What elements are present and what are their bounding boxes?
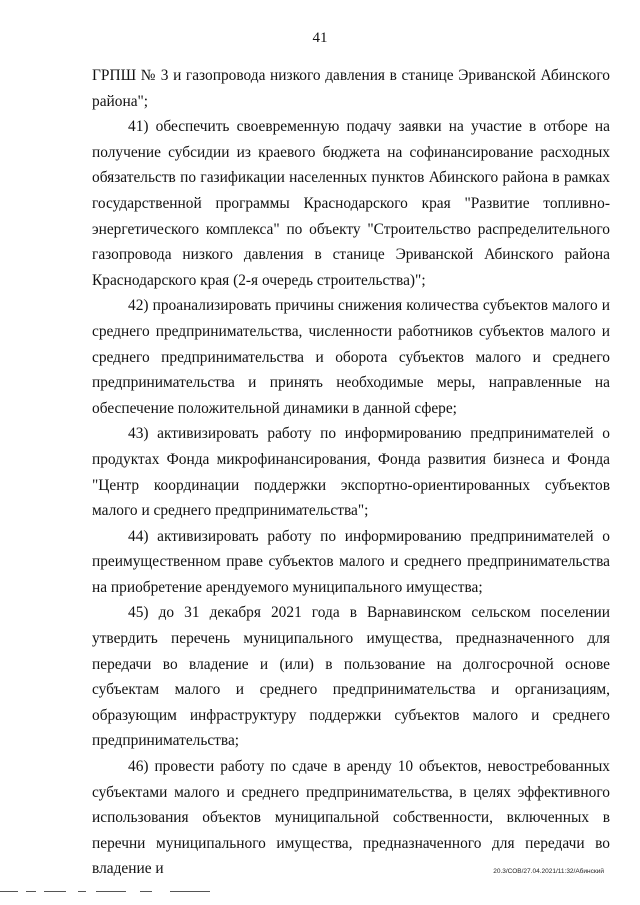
paragraph-item-42: 42) проанализировать причины снижения количества субъектов малого и среднего предпринимательства, численности работников субъектов малого и среднего предпринимательства и оборота субъектов малого и среднего предпринимательства и принять необходимые меры, направленные на обеспечение положительной динамики в данной сфере; [92, 297, 610, 417]
document-footer-code: 20.3/СОВ/27.04.2021/11:32/Абинский [493, 868, 604, 875]
paragraph-item-43: 43) активизировать работу по информированию предпринимателей о продуктах Фонда микрофинансирования, Фонда развития бизнеса и Фонда "Центр координации поддержки экспортно-ориентированных субъектов малого и среднего предпринимательства"; [92, 425, 610, 520]
page-number: 41 [312, 30, 328, 46]
paragraph-item-46: 46) провести работу по сдаче в аренду 10 объектов, невостребованных субъектами малого и среднего предпринимательства, в целях эффективного использования объектов муниципальной собственности, включенных в перечни муниципального имущества, предназначенного для передачи во владение и [92, 758, 610, 878]
scan-edge-mark [0, 891, 260, 893]
paragraph-item-44: 44) активизировать работу по информированию предпринимателей о преимущественном праве субъектов малого и среднего предпринимательства на приобретение арендуемого муниципального имущества; [92, 527, 610, 596]
paragraph-continuation: ГРПШ № 3 и газопровода низкого давления в станице Эриванской Абинского района"; [92, 67, 610, 110]
paragraph-item-45: 45) до 31 декабря 2021 года в Варнавинском сельском поселении утвердить перечень муниципального имущества, предназначенного для передачи во владение и (или) в пользование на долгосрочной основе субъектам малого и среднего предпринимательства и организациям, образующим инфраструктуру поддержки субъектов малого и среднего предпринимательства; [92, 604, 610, 750]
document-body [92, 63, 610, 882]
paragraph-item-41: 41) обеспечить своевременную подачу заявки на участие в отборе на получение субсидии из краевого бюджета на софинансирование расходных обязательств по газификации населенных пунктов Абинского района в рамках государственной программы Краснодарского края "Развитие топливно-энергетического комплекса" по объекту "Строительство распределительного газопровода низкого давления в станице Эриванской Абинского района Краснодарского края (2-я очередь строительства)"; [92, 118, 610, 289]
